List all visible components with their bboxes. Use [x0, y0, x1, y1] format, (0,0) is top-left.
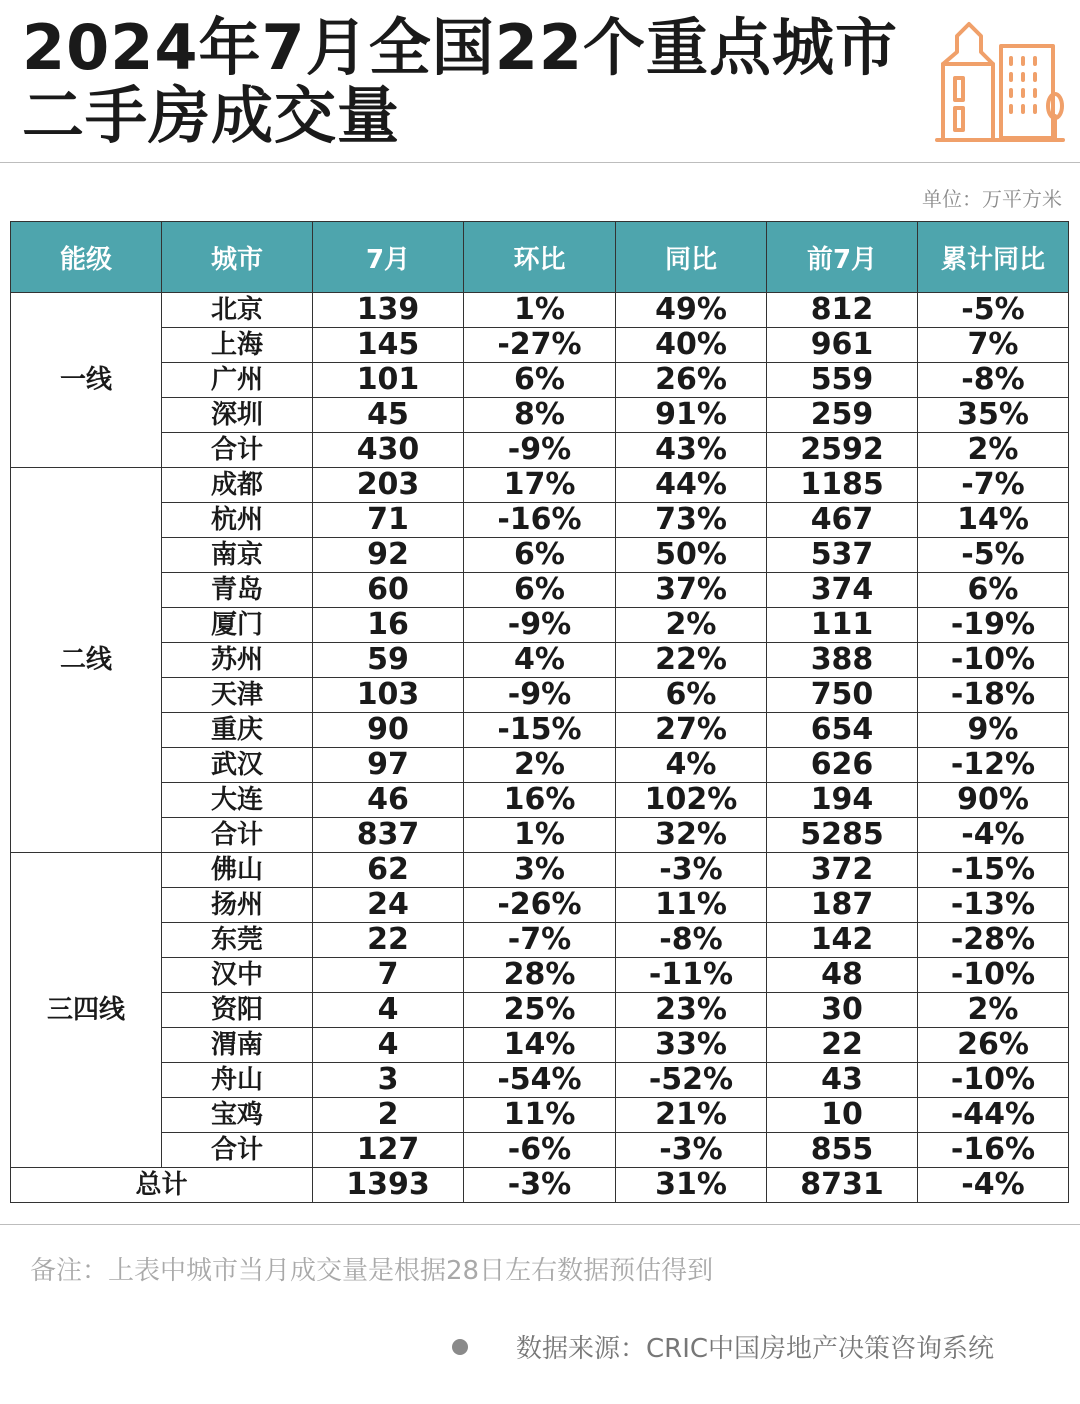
table-row	[11, 853, 1069, 888]
july-cell: 46	[313, 783, 464, 818]
ytd-cell: 559	[767, 363, 918, 398]
table-row	[11, 433, 1069, 468]
unit-label: 单位：万平方米	[922, 187, 1062, 211]
july-total-cell: 1393	[313, 1168, 464, 1203]
july-cell: 92	[313, 538, 464, 573]
july-cell: 62	[313, 853, 464, 888]
total-row	[11, 1168, 1069, 1203]
table-row	[11, 1098, 1069, 1133]
mom-cell: 14%	[464, 1028, 616, 1063]
yoy-cell: -3%	[616, 853, 767, 888]
mom-cell: 6%	[464, 538, 616, 573]
title-line-2: 二手房成交量	[22, 79, 401, 152]
july-cell: 4	[313, 993, 464, 1028]
july-cell: 22	[313, 923, 464, 958]
yoy-cell: 11%	[616, 888, 767, 923]
city-cell: 青岛	[162, 573, 313, 608]
yoy-cell: 4%	[616, 748, 767, 783]
title-line-1: 2024年7月全国22个重点城市	[22, 11, 898, 84]
tier-cell: 三四线	[11, 853, 162, 1168]
ytd-cell: 111	[767, 608, 918, 643]
july-cell: 60	[313, 573, 464, 608]
yoy-cell: 32%	[616, 818, 767, 853]
ytd-yoy-cell: -28%	[918, 923, 1069, 958]
city-cell: 宝鸡	[162, 1098, 313, 1133]
yoy-total-cell: 31%	[616, 1168, 767, 1203]
july-cell: 7	[313, 958, 464, 993]
july-cell: 837	[313, 818, 464, 853]
ytd-cell: 142	[767, 923, 918, 958]
ytd-cell: 48	[767, 958, 918, 993]
table-row	[11, 468, 1069, 503]
ytd-yoy-cell: -10%	[918, 1063, 1069, 1098]
mom-cell: 8%	[464, 398, 616, 433]
ytd-total-cell: 8731	[767, 1168, 918, 1203]
table-row	[11, 398, 1069, 433]
yoy-cell: 49%	[616, 293, 767, 328]
july-cell: 203	[313, 468, 464, 503]
table-header-row	[11, 222, 1069, 293]
table-row	[11, 678, 1069, 713]
yoy-cell: 23%	[616, 993, 767, 1028]
city-cell: 广州	[162, 363, 313, 398]
table-row	[11, 538, 1069, 573]
footnote: 备注：上表中城市当月成交量是根据28日左右数据预估得到	[30, 1256, 714, 1286]
city-cell: 渭南	[162, 1028, 313, 1063]
header-yoy: 同比	[616, 222, 767, 293]
ytd-yoy-cell: 14%	[918, 503, 1069, 538]
table-row	[11, 1028, 1069, 1063]
ytd-yoy-total-cell: -4%	[918, 1168, 1069, 1203]
footer-divider	[0, 1224, 1080, 1225]
ytd-yoy-cell: -7%	[918, 468, 1069, 503]
city-cell: 合计	[162, 818, 313, 853]
table-row	[11, 783, 1069, 818]
header-ytd-yoy: 累计同比	[918, 222, 1069, 293]
table-row	[11, 1063, 1069, 1098]
july-cell: 45	[313, 398, 464, 433]
city-cell: 北京	[162, 293, 313, 328]
ytd-cell: 187	[767, 888, 918, 923]
ytd-yoy-cell: 35%	[918, 398, 1069, 433]
table-row	[11, 748, 1069, 783]
july-cell: 3	[313, 1063, 464, 1098]
mom-cell: 6%	[464, 363, 616, 398]
table-row	[11, 608, 1069, 643]
header-tier: 能级	[11, 222, 162, 293]
ytd-cell: 654	[767, 713, 918, 748]
ytd-yoy-cell: -16%	[918, 1133, 1069, 1168]
ytd-yoy-cell: 7%	[918, 328, 1069, 363]
july-cell: 103	[313, 678, 464, 713]
ytd-cell: 372	[767, 853, 918, 888]
yoy-cell: 27%	[616, 713, 767, 748]
ytd-cell: 374	[767, 573, 918, 608]
ytd-cell: 22	[767, 1028, 918, 1063]
ytd-yoy-cell: -5%	[918, 293, 1069, 328]
mom-cell: 17%	[464, 468, 616, 503]
yoy-cell: 33%	[616, 1028, 767, 1063]
city-cell: 大连	[162, 783, 313, 818]
july-cell: 90	[313, 713, 464, 748]
table-row	[11, 923, 1069, 958]
ytd-cell: 388	[767, 643, 918, 678]
mom-cell: 16%	[464, 783, 616, 818]
tier-cell: 一线	[11, 293, 162, 468]
yoy-cell: 43%	[616, 433, 767, 468]
ytd-cell: 467	[767, 503, 918, 538]
bullet-icon	[452, 1339, 468, 1355]
header-july: 7月	[313, 222, 464, 293]
ytd-yoy-cell: -12%	[918, 748, 1069, 783]
ytd-cell: 1185	[767, 468, 918, 503]
july-cell: 139	[313, 293, 464, 328]
tier-cell: 二线	[11, 468, 162, 853]
mom-cell: 4%	[464, 643, 616, 678]
yoy-cell: -11%	[616, 958, 767, 993]
ytd-cell: 812	[767, 293, 918, 328]
july-cell: 59	[313, 643, 464, 678]
mom-cell: 3%	[464, 853, 616, 888]
table-row	[11, 958, 1069, 993]
ytd-yoy-cell: 90%	[918, 783, 1069, 818]
ytd-yoy-cell: -19%	[918, 608, 1069, 643]
total-label: 总计	[11, 1168, 313, 1203]
city-cell: 合计	[162, 1133, 313, 1168]
ytd-cell: 2592	[767, 433, 918, 468]
table-row	[11, 888, 1069, 923]
july-cell: 16	[313, 608, 464, 643]
table-row	[11, 503, 1069, 538]
table-row	[11, 818, 1069, 853]
mom-total-cell: -3%	[464, 1168, 616, 1203]
table-row	[11, 293, 1069, 328]
ytd-cell: 10	[767, 1098, 918, 1133]
mom-cell: -7%	[464, 923, 616, 958]
table-row	[11, 713, 1069, 748]
yoy-cell: 91%	[616, 398, 767, 433]
july-cell: 127	[313, 1133, 464, 1168]
table-row	[11, 643, 1069, 678]
ytd-cell: 855	[767, 1133, 918, 1168]
ytd-cell: 537	[767, 538, 918, 573]
july-cell: 97	[313, 748, 464, 783]
ytd-yoy-cell: 9%	[918, 713, 1069, 748]
mom-cell: -9%	[464, 678, 616, 713]
yoy-cell: 50%	[616, 538, 767, 573]
yoy-cell: 73%	[616, 503, 767, 538]
city-cell: 天津	[162, 678, 313, 713]
july-cell: 430	[313, 433, 464, 468]
yoy-cell: 102%	[616, 783, 767, 818]
ytd-yoy-cell: -15%	[918, 853, 1069, 888]
mom-cell: -26%	[464, 888, 616, 923]
city-cell: 扬州	[162, 888, 313, 923]
city-cell: 东莞	[162, 923, 313, 958]
data-source	[452, 1328, 994, 1365]
city-cell: 上海	[162, 328, 313, 363]
city-cell: 成都	[162, 468, 313, 503]
ytd-yoy-cell: -18%	[918, 678, 1069, 713]
mom-cell: 2%	[464, 748, 616, 783]
ytd-cell: 750	[767, 678, 918, 713]
city-cell: 资阳	[162, 993, 313, 1028]
mom-cell: 6%	[464, 573, 616, 608]
mom-cell: 11%	[464, 1098, 616, 1133]
july-cell: 71	[313, 503, 464, 538]
city-cell: 杭州	[162, 503, 313, 538]
yoy-cell: 6%	[616, 678, 767, 713]
yoy-cell: 21%	[616, 1098, 767, 1133]
city-cell: 重庆	[162, 713, 313, 748]
yoy-cell: -52%	[616, 1063, 767, 1098]
ytd-yoy-cell: 6%	[918, 573, 1069, 608]
city-cell: 舟山	[162, 1063, 313, 1098]
yoy-cell: 22%	[616, 643, 767, 678]
ytd-yoy-cell: -8%	[918, 363, 1069, 398]
ytd-cell: 30	[767, 993, 918, 1028]
mom-cell: -6%	[464, 1133, 616, 1168]
mom-cell: -9%	[464, 608, 616, 643]
data-source-text: 数据来源：CRIC中国房地产决策咨询系统	[516, 1334, 995, 1364]
city-cell: 南京	[162, 538, 313, 573]
july-cell: 145	[313, 328, 464, 363]
july-cell: 24	[313, 888, 464, 923]
page-title	[22, 11, 898, 152]
table-row	[11, 328, 1069, 363]
sales-table	[10, 221, 1069, 1203]
ytd-cell: 43	[767, 1063, 918, 1098]
yoy-cell: 37%	[616, 573, 767, 608]
city-buildings-icon	[935, 16, 1065, 146]
city-cell: 佛山	[162, 853, 313, 888]
ytd-cell: 961	[767, 328, 918, 363]
mom-cell: -15%	[464, 713, 616, 748]
yoy-cell: -3%	[616, 1133, 767, 1168]
city-cell: 深圳	[162, 398, 313, 433]
ytd-cell: 626	[767, 748, 918, 783]
july-cell: 4	[313, 1028, 464, 1063]
yoy-cell: -8%	[616, 923, 767, 958]
title-divider	[0, 162, 1080, 163]
mom-cell: 28%	[464, 958, 616, 993]
mom-cell: -9%	[464, 433, 616, 468]
ytd-yoy-cell: -10%	[918, 958, 1069, 993]
ytd-yoy-cell: 2%	[918, 993, 1069, 1028]
header-mom: 环比	[464, 222, 616, 293]
city-cell: 武汉	[162, 748, 313, 783]
ytd-cell: 5285	[767, 818, 918, 853]
mom-cell: -27%	[464, 328, 616, 363]
city-cell: 苏州	[162, 643, 313, 678]
ytd-yoy-cell: -13%	[918, 888, 1069, 923]
table-row	[11, 993, 1069, 1028]
ytd-yoy-cell: -4%	[918, 818, 1069, 853]
mom-cell: 1%	[464, 818, 616, 853]
yoy-cell: 44%	[616, 468, 767, 503]
ytd-yoy-cell: -44%	[918, 1098, 1069, 1133]
ytd-yoy-cell: 2%	[918, 433, 1069, 468]
yoy-cell: 40%	[616, 328, 767, 363]
table-row	[11, 1133, 1069, 1168]
july-cell: 2	[313, 1098, 464, 1133]
yoy-cell: 2%	[616, 608, 767, 643]
table-row	[11, 573, 1069, 608]
ytd-yoy-cell: -10%	[918, 643, 1069, 678]
city-cell: 汉中	[162, 958, 313, 993]
july-cell: 101	[313, 363, 464, 398]
ytd-cell: 194	[767, 783, 918, 818]
table-row	[11, 363, 1069, 398]
mom-cell: 25%	[464, 993, 616, 1028]
city-cell: 厦门	[162, 608, 313, 643]
ytd-yoy-cell: -5%	[918, 538, 1069, 573]
header-ytd: 前7月	[767, 222, 918, 293]
mom-cell: 1%	[464, 293, 616, 328]
header-city: 城市	[162, 222, 313, 293]
city-cell: 合计	[162, 433, 313, 468]
mom-cell: -54%	[464, 1063, 616, 1098]
ytd-yoy-cell: 26%	[918, 1028, 1069, 1063]
mom-cell: -16%	[464, 503, 616, 538]
yoy-cell: 26%	[616, 363, 767, 398]
ytd-cell: 259	[767, 398, 918, 433]
